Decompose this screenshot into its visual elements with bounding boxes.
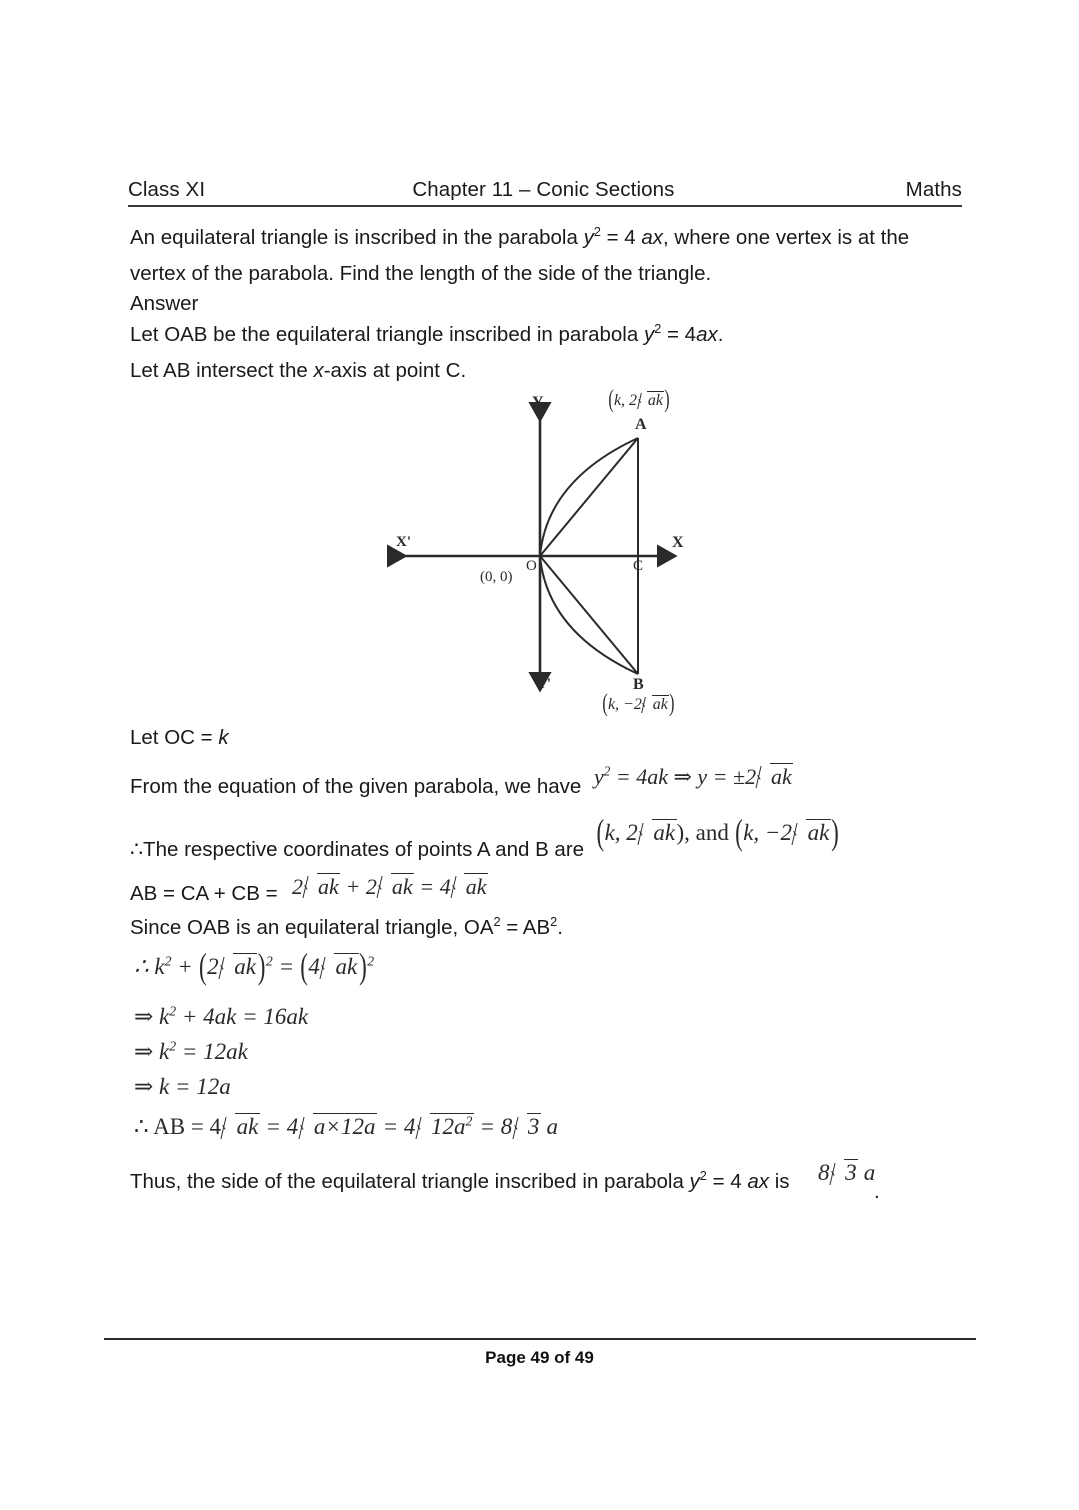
step-let-oc xyxy=(130,728,229,749)
since-oab-exp2: 2 xyxy=(550,914,558,930)
question-term-ax: ax xyxy=(641,226,664,249)
sqrt-12a2 xyxy=(415,1112,473,1140)
question-line-2: vertex of the parabola. Find the length of the side of the triangle. xyxy=(130,262,712,285)
step-let-ab-a: Let AB intersect the xyxy=(130,359,314,382)
eq3-rest: = 12ak xyxy=(176,1039,248,1064)
sqrt-ak: ak xyxy=(637,390,664,410)
paren-close: ) xyxy=(257,946,266,986)
step-let-oab-a: Let OAB be the equilateral triangle inscribed in parabola xyxy=(130,323,644,346)
conclusion-text-c: is xyxy=(769,1170,790,1193)
eq5-m3: = 8 xyxy=(473,1114,513,1139)
conclusion-term-ax: ax xyxy=(747,1170,769,1193)
axis-label-x-prime: X' xyxy=(396,534,411,550)
eq5-m1: = 4 xyxy=(259,1114,299,1139)
eq1-pow-b: 2 xyxy=(367,953,375,969)
question-text-c: , where one vertex is at the xyxy=(663,226,910,249)
point-b-coordinate xyxy=(602,691,675,718)
question-var-y: y xyxy=(583,226,594,249)
header-chapter: Chapter 11 – Conic Sections xyxy=(412,178,675,201)
conclusion-result xyxy=(818,1158,875,1186)
eq1-sup: 2 xyxy=(164,953,172,969)
sqrt-ak-3: ak xyxy=(451,872,488,900)
step-var-x: x xyxy=(313,359,324,382)
axis-label-y-prime: Y' xyxy=(536,676,551,692)
eq3-sup: 2 xyxy=(169,1038,177,1054)
eq2-lead: ⇒ k xyxy=(134,1004,170,1029)
sqrt-ak-2: ak xyxy=(377,872,414,900)
sqrt-ak: ak xyxy=(756,762,793,790)
axis-label-x: X xyxy=(672,534,684,551)
derivation-equation-5 xyxy=(134,1112,558,1140)
conclusion-text-a: Thus, the side of the equilateral triangle inscribed in parabola xyxy=(130,1170,690,1193)
sqrt-3: 3 xyxy=(512,1112,541,1140)
header-divider xyxy=(128,205,962,207)
equation-y2-4ak xyxy=(594,762,793,790)
since-oab-a: Since OAB is an equilateral triangle, OA xyxy=(130,916,494,939)
question-text-b: = 4 xyxy=(600,226,642,249)
question-exp: 2 xyxy=(593,224,601,240)
diagram-svg xyxy=(380,388,720,718)
eq5-tail: a xyxy=(540,1114,559,1139)
origin-coordinate-label: (0, 0) xyxy=(480,569,513,585)
paren-open: ( xyxy=(198,946,207,986)
conclusion-line xyxy=(130,1168,790,1193)
conclusion-period: . xyxy=(874,1180,880,1203)
paren-open: ( xyxy=(602,691,608,718)
coord-a-close: ), and xyxy=(676,820,729,845)
eq5-rad3-body: 12a xyxy=(430,1114,466,1139)
step-exp: 2 xyxy=(654,321,662,337)
step-since-oab xyxy=(130,914,563,939)
paren-open-2: ( xyxy=(300,946,308,986)
paren-open-b: ( xyxy=(735,812,743,852)
header-subject: Maths xyxy=(905,178,962,201)
eq5-rad3-sup: 2 xyxy=(465,1113,473,1129)
sqrt-ak-b: ak xyxy=(792,818,831,846)
point-label-a: A xyxy=(635,416,647,433)
sqrt-a-times-12a: a×12a xyxy=(298,1112,377,1140)
eq5-lead: ∴ AB = 4 xyxy=(134,1114,222,1139)
b-coord-text: k, −2 xyxy=(607,696,642,713)
point-label-b: B xyxy=(633,676,644,693)
paren-close: ) xyxy=(664,387,670,414)
eq1-four: 4 xyxy=(308,954,320,979)
triangle-side-oa xyxy=(540,438,638,556)
step-let-ab xyxy=(130,361,466,382)
since-oab-b: = AB xyxy=(500,916,551,939)
step-term-ax: ax xyxy=(696,323,718,346)
sqrt-ak: ak xyxy=(642,694,669,714)
sqrt-ak: ak xyxy=(221,1112,260,1140)
result-a: a xyxy=(858,1160,876,1185)
derivation-equation-2 xyxy=(134,1004,308,1030)
step-var-k: k xyxy=(218,726,229,749)
ab-equals: = 4 xyxy=(413,874,451,899)
paren-close-2: ) xyxy=(359,946,367,986)
step-var-y: y xyxy=(643,323,655,346)
step-let-oc-a: Let OC = xyxy=(130,726,219,749)
result-8: 8 xyxy=(818,1160,830,1185)
question-text-a: An equilateral triangle is inscribed in the parabola xyxy=(130,226,584,249)
paren-open-a: ( xyxy=(596,812,605,852)
paren-close: ) xyxy=(669,691,675,718)
ab-plus: + 2 xyxy=(340,874,377,899)
coord-b-text: k, −2 xyxy=(743,820,792,845)
eq1-pow-a: 2 xyxy=(265,953,273,969)
eq2-sup: 2 xyxy=(169,1003,177,1019)
derivation-equation-4: ⇒ k = 12a xyxy=(134,1074,231,1099)
eq2-rest: + 4ak = 16ak xyxy=(176,1004,309,1029)
sqrt-3: 3 xyxy=(830,1158,859,1186)
conclusion-exp: 2 xyxy=(699,1168,707,1184)
sqrt-ak-b: ak xyxy=(320,952,359,980)
derivation-equation-1 xyxy=(134,946,375,986)
conclusion-var-y: y xyxy=(689,1170,700,1193)
point-label-c: C xyxy=(633,558,644,574)
page-number: Page 49 of 49 xyxy=(485,1348,594,1367)
answer-heading: Answer xyxy=(130,292,199,315)
axis-label-y: Y xyxy=(532,394,544,411)
point-a-coordinate xyxy=(608,387,670,414)
eq-var-y: y xyxy=(594,764,604,789)
step-respective-coordinates: ∴The respective coordinates of points A and B are xyxy=(130,838,585,861)
parabola-triangle-diagram xyxy=(380,388,720,718)
eq5-m2: = 4 xyxy=(376,1114,416,1139)
eq3-lead: ⇒ k xyxy=(134,1039,170,1064)
header-class: Class XI xyxy=(128,178,206,201)
question-line-1 xyxy=(130,224,970,249)
equation-ab-sum xyxy=(292,872,488,900)
conclusion-text-b: = 4 xyxy=(706,1170,748,1193)
point-label-o: O xyxy=(526,558,537,574)
paren-open: ( xyxy=(608,387,614,414)
eq1-two: 2 xyxy=(207,954,219,979)
since-oab-exp1: 2 xyxy=(493,914,501,930)
paren-close-b: ) xyxy=(831,812,839,852)
step-let-oab xyxy=(130,321,724,346)
step-let-ab-b: -axis at point C. xyxy=(323,359,467,382)
page-header xyxy=(128,178,962,208)
ab-term1: 2 xyxy=(292,874,303,899)
coord-a-text: k, 2 xyxy=(604,820,638,845)
sqrt-ak-1: ak xyxy=(303,872,340,900)
eq1-plus: + xyxy=(171,954,199,979)
sqrt-ak-a: ak xyxy=(638,818,677,846)
since-oab-end: . xyxy=(557,916,563,939)
derivation-equation-3 xyxy=(134,1039,248,1065)
eq-exp: 2 xyxy=(603,763,611,779)
footer-divider xyxy=(104,1338,976,1340)
a-coord-text: k, 2 xyxy=(613,392,638,409)
eq1-eq: = xyxy=(272,954,300,979)
step-ab-sum-label: AB = CA + CB = xyxy=(130,882,278,905)
triangle-side-ob xyxy=(540,556,638,674)
eq1-lead: ∴ k xyxy=(134,954,165,979)
step-let-oab-b: = 4 xyxy=(661,323,697,346)
eq-mid: = 4ak ⇒ y = ±2 xyxy=(610,764,757,789)
step-let-oab-end: . xyxy=(717,323,724,346)
coordinates-a-and-b xyxy=(596,812,839,852)
sqrt-ak-a: ak xyxy=(219,952,258,980)
step-from-equation: From the equation of the given parabola, we have xyxy=(130,775,582,798)
